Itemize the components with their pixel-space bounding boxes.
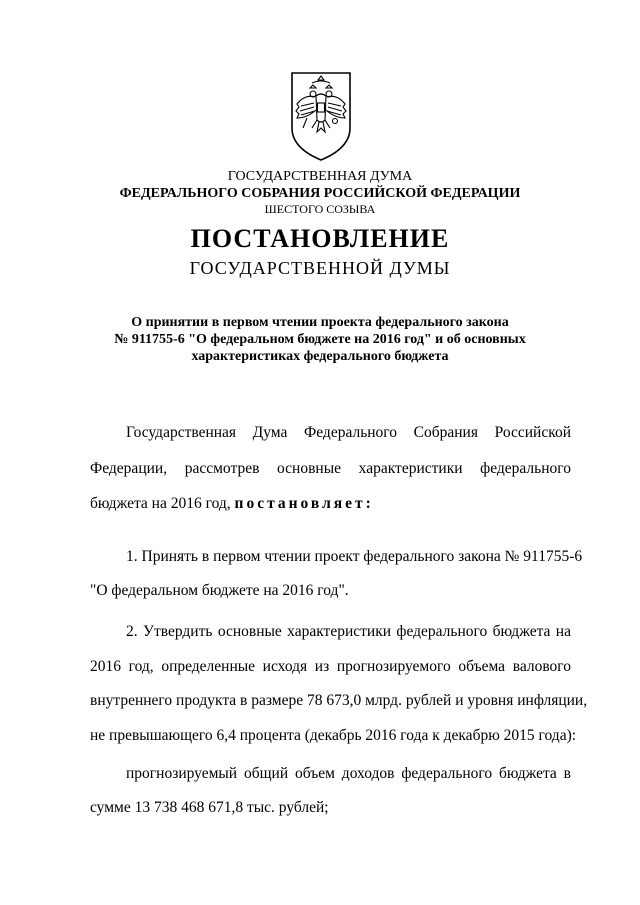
revenue-line-1: прогнозируемый общий объем доходов федерального бюджета в (126, 765, 571, 782)
header-line-2: ФЕДЕРАЛЬНОГО СОБРАНИЯ РОССИЙСКОЙ ФЕДЕРАЦИИ (119, 186, 521, 201)
state-emblem-icon (289, 70, 353, 162)
header-line-1: ГОСУДАРСТВЕННАЯ ДУМА (227, 169, 413, 184)
item-2-line-1: 2. Утвердить основные характеристики федерального бюджета на (126, 623, 571, 640)
document-subtitle: ГОСУДАРСТВЕННОЙ ДУМЫ (189, 258, 451, 278)
revenue-line-2: сумме 13 738 468 671,8 тыс. рублей; (90, 799, 329, 816)
intro-line-2: Федерации, рассмотрев основные характеристики федерального (90, 460, 571, 477)
item-2-line-4: не превышающего 6,4 процента (декабрь 2016 года к декабрю 2015 года): (90, 727, 577, 744)
resolves-word: постановляет: (234, 495, 374, 512)
intro-line-3 (90, 494, 374, 514)
subject-line-2: № 911755-6 "О федеральном бюджете на 2016 год" и об основных (114, 332, 526, 347)
document-title: ПОСТАНОВЛЕНИЕ (190, 224, 450, 253)
intro-line-3-text: бюджета на 2016 год, (90, 495, 235, 512)
item-1-line-2: "О федеральном бюджете на 2016 год". (90, 582, 349, 599)
intro-line-1: Государственная Дума Федерального Собрания Российской (126, 424, 571, 441)
item-1-line-1: 1. Принять в первом чтении проект федерального закона № 911755-6 (126, 548, 583, 565)
subject-line-3: характеристиках федерального бюджета (191, 349, 449, 364)
subject-line-1: О принятии в первом чтении проекта федерального закона (131, 315, 509, 330)
item-2-line-2: 2016 год, определенные исходя из прогнозируемого объема валового (90, 658, 571, 675)
header-line-3: ШЕСТОГО СОЗЫВА (264, 202, 376, 216)
item-2-line-3: внутреннего продукта в размере 78 673,0 млрд. рублей и уровня инфляции, (90, 692, 588, 709)
